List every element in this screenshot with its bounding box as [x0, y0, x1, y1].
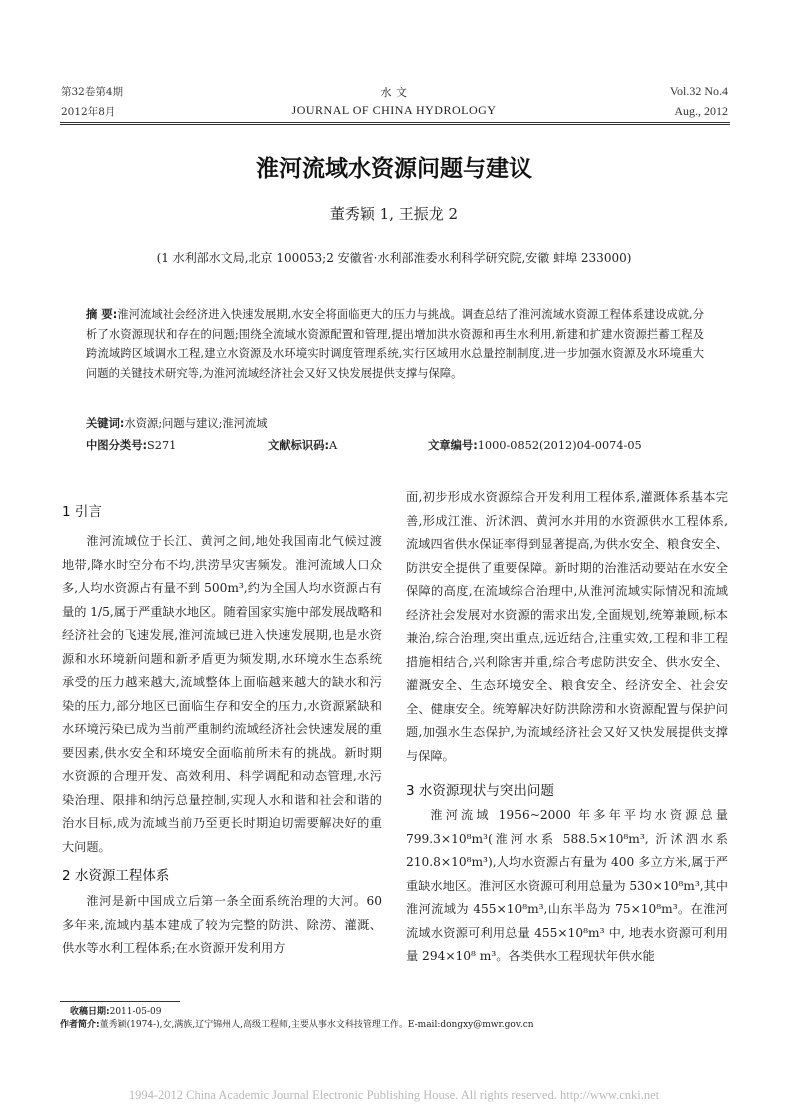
article-affiliation: (1 水利部水文局,北京 100053;2 安徽省·水利部淮委水利科学研究院,安徽 蚌埠 233000): [156, 251, 632, 265]
article-authors: 董秀颖 1, 王振龙 2: [329, 205, 459, 223]
header-date-en: Aug., 2012: [674, 104, 728, 118]
keywords: [86, 415, 268, 431]
header-date-cn: 2012年8月: [61, 106, 116, 118]
clc-code: [86, 437, 176, 453]
article-number: [428, 437, 642, 453]
article-no-label: 文章编号:: [428, 439, 478, 452]
received-label: 收稿日期:: [70, 1007, 110, 1017]
abstract: [86, 305, 704, 383]
header-rule-bottom: [60, 124, 730, 125]
abstract-text: 淮河流域社会经济进入快速发展期,水安全将面临更大的压力与挑战。调查总结了淮河流域水资源工程体系建设成就,分析了水资源现状和存在的问题;围绕全流域水资源配置和管理,提出增加洪水资源和再生水利用,新建和扩建水资源拦蓄工程及跨流域跨区域调水工程,建立水资源及水环境实时调度管理系统,实行区域用水总量控制制度,进一步加强水资源及水环境重大问题的关键技术研究等,为淮河流域经济社会又好又快发展提供支撑与保障。: [86, 308, 705, 380]
left-column-sec1: [62, 530, 382, 859]
header-journal-en: JOURNAL OF CHINA HYDROLOGY: [291, 103, 497, 117]
keywords-label: 关键词:: [86, 417, 125, 430]
header-journal-cn: 水 文: [380, 86, 408, 99]
keywords-value: 水资源;问题与建议;淮河流域: [124, 417, 268, 430]
section-3-title: 3 水资源现状与突出问题: [406, 783, 554, 799]
abstract-label: 摘 要:: [86, 308, 118, 321]
section-2-title: 2 水资源工程体系: [62, 868, 170, 884]
left-column-sec2: [62, 890, 382, 961]
clc-label: 中图分类号:: [86, 439, 148, 452]
right-column-sec2-continued: [406, 486, 728, 768]
article-no-value: 1000-0852(2012)04-0074-05: [477, 439, 642, 452]
doc-code-value: A: [329, 439, 338, 452]
section-1-paragraph: 淮河流域位于长江、黄河之间,地处我国南北气候过渡地带,降水时空分布不均,洪涝旱灾害频发。淮河流域人口众多,人均水资源占有量不到 500m³,约为全国人均水资源占有量的 1/5,属于严重缺水地区。随着国家实施中部发展战略和经济社会的飞速发展,淮河流域已进入快速发展期,也是水资源和水环境新问题和新矛盾更为频发期,水环境水生态系统承受的压力越来越大,流域整体上面临越来越大的缺水和污染的压力,部分地区已面临生存和安全的压力,水资源紧缺和水环境污染已成为当前严重制约流域经济社会快速发展的重要因素,供水安全和环境安全面临前所未有的挑战。新时期水资源的合理开发、高效利用、科学调配和动态管理,水污染治理、限排和纳污总量控制,实现人水和谐和社会和谐的治水目标,成为流域当前乃至更长时期迫切需要解决好的重大问题。: [62, 534, 382, 854]
copyright-line: 1994-2012 China Academic Journal Electronic Publishing House. All rights reserved. http://www.cnki.net: [128, 1088, 660, 1102]
footnote-rule: [60, 1001, 180, 1002]
footnote-received: [70, 1004, 162, 1017]
doc-code-label: 文献标识码:: [268, 439, 330, 452]
header-rule-top: [60, 122, 730, 123]
right-column-sec3: [406, 804, 728, 969]
author-bio: 董秀颖(1974-),女,满族,辽宁锦州人,高级工程师,主要从事水文科技管理工作。E-mail:dongxy@mwr.gov.cn: [99, 1020, 534, 1030]
article-title: 淮河流域水资源问题与建议: [256, 156, 532, 182]
footnote-author: [60, 1017, 760, 1030]
header-volume-cn: 第32卷第4期: [61, 86, 124, 98]
section-1-title: 1 引言: [62, 504, 102, 520]
header-volume-en: Vol.32 No.4: [669, 84, 728, 98]
author-bio-label: 作者简介:: [60, 1020, 100, 1030]
section-2-paragraph-continued: 面,初步形成水资源综合开发利用工程体系,灌溉体系基本完善,形成江淮、沂沭泗、黄河水并用的水资源供水工程体系,流域四省供水保证率得到显著提高,为供水安全、粮食安全、防洪安全提供了重要保障。新时期的治淮活动要站在水安全保障的高度,在流域综合治理中,从淮河流域实际情况和流域经济社会发展对水资源的需求出发,全面规划,统筹兼顾,标本兼治,综合治理,突出重点,远近结合,注重实效,工程和非工程措施相结合,兴利除害并重,综合考虑防洪安全、供水安全、灌溉安全、生态环境安全、粮食安全、经济安全、社会安全、健康安全。统筹解决好防洪除涝和水资源配置与保护问题,加强水生态保护,为流域经济社会又好又快发展提供支撑与保障。: [406, 490, 728, 763]
section-2-paragraph: 淮河是新中国成立后第一条全面系统治理的大河。60 多年来,流域内基本建成了较为完整的防洪、除涝、灌溉、供水等水利工程体系;在水资源开发利用方: [62, 894, 382, 955]
document-code: [268, 437, 337, 453]
clc-value: S271: [147, 439, 177, 452]
section-3-paragraph: 淮河流域 1956~2000 年多年平均水资源总量 799.3×10⁸m³(淮河水系 588.5×10⁸m³, 沂沭泗水系 210.8×10⁸m³),人均水资源占有量为 400 多立方米,属于严重缺水地区。淮河区水资源可利用总量为 530×10⁸m³,其中淮河流域为 455×10⁸m³,山东半岛为 75×10⁸m³。在淮河流域水资源可利用总量 455×10⁸m³ 中, 地表水资源可利用量 294×10⁸ m³。各类供水工程现状年供水能: [406, 808, 728, 963]
received-date: 2011-05-09: [109, 1007, 162, 1017]
